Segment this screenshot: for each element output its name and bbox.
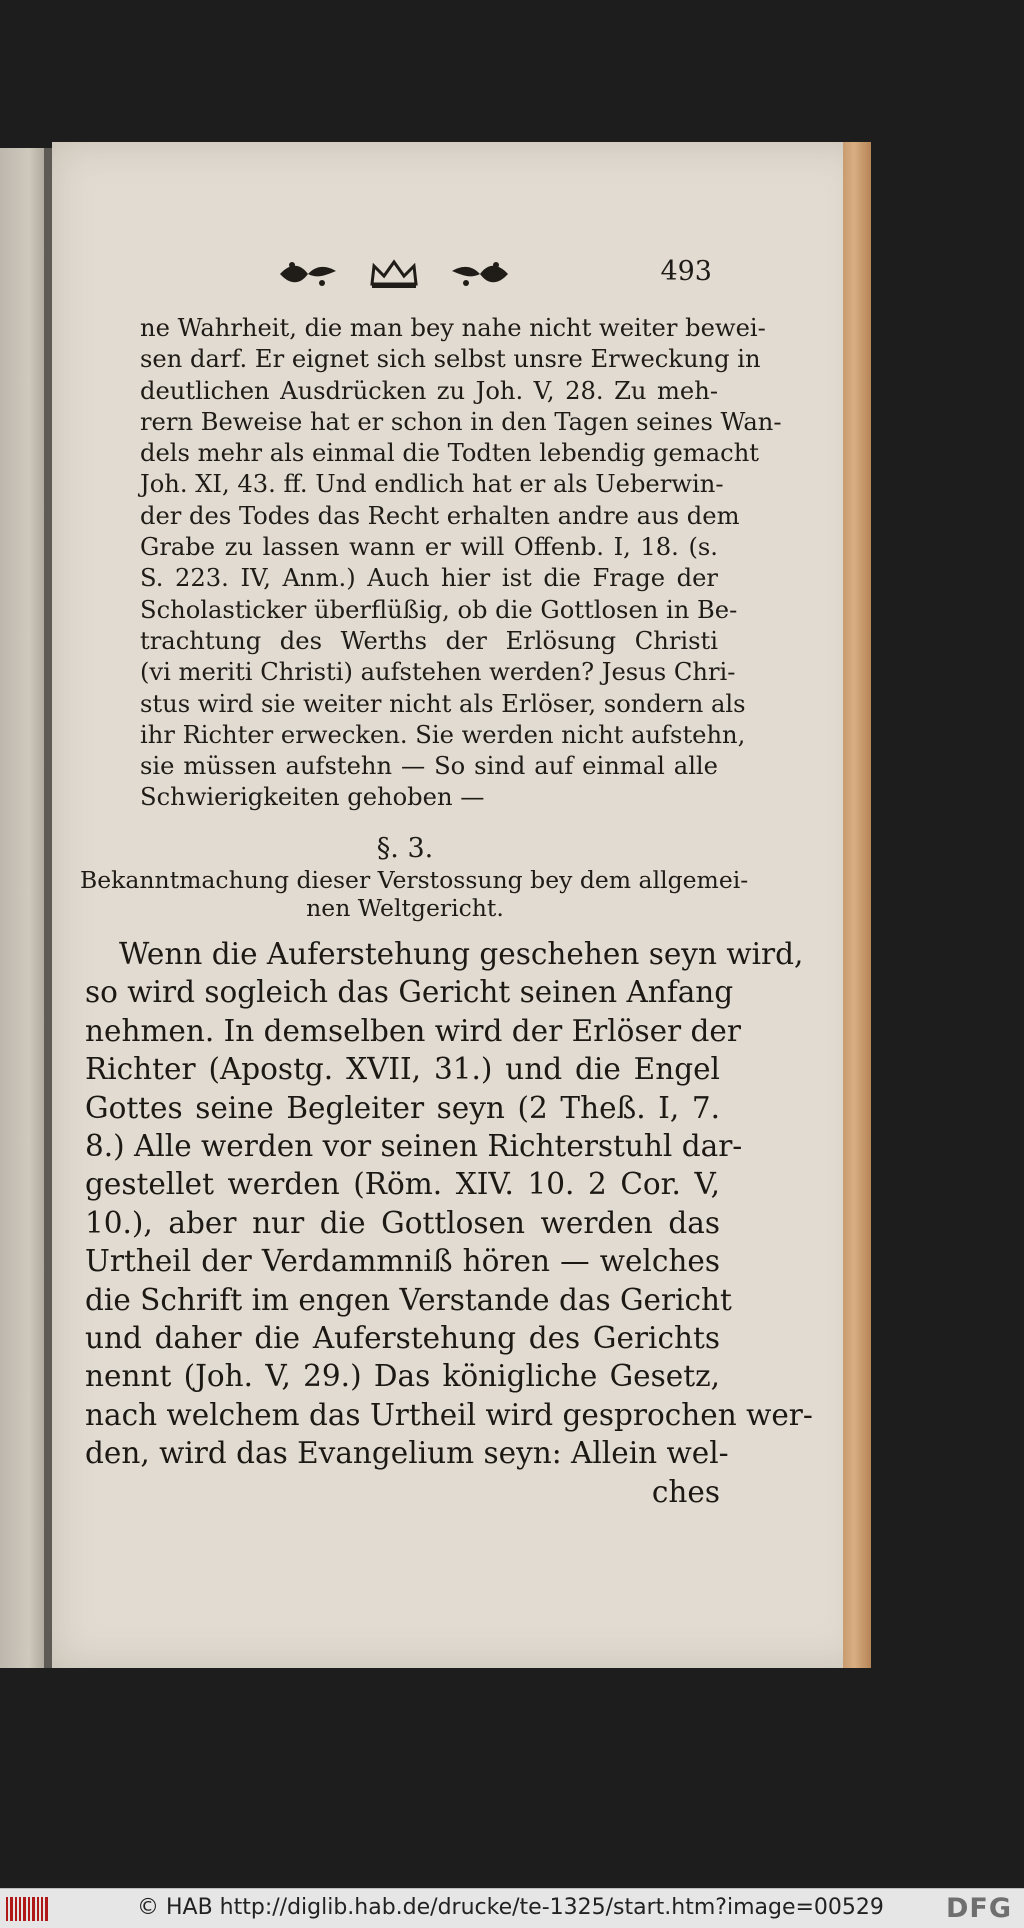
text-line: Joh. XI, 43. ff. Und endlich hat er als Ueberwin-: [140, 470, 724, 499]
text-line: Gottes seine Begleiter seyn (2 Theß. I, 7.: [85, 1090, 720, 1125]
text-line: Richter (Apostg. XVII, 31.) und die Engel: [85, 1052, 720, 1087]
text-line: ne Wahrheit, die man bey nahe nicht weiter bewei-: [140, 314, 766, 342]
text-line: S. 223. IV, Anm.) Auch hier ist die Frage der: [140, 564, 718, 593]
text-line: der des Todes das Recht erhalten andre aus dem: [140, 501, 740, 530]
text-line: gestellet werden (Röm. XIV. 10. 2 Cor. V,: [85, 1167, 720, 1202]
section-heading-line: Bekanntmachung dieser Verstossung bey dem allgemei-: [80, 866, 749, 894]
section-heading-block: [80, 832, 749, 922]
text-line: Schwierigkeiten gehoben —: [140, 783, 485, 812]
text-line: nach welchem das Urtheil wird gesprochen wer-: [85, 1397, 813, 1432]
text-line: nennt (Joh. V, 29.) Das königliche Gesetz,: [85, 1359, 720, 1394]
text-line: 8.) Alle werden vor seinen Richterstuhl dar-: [85, 1129, 743, 1164]
text-line: rern Beweise hat er schon in den Tagen seines Wan-: [140, 407, 782, 436]
text-line: Wenn die Auferstehung geschehen seyn wird,: [119, 937, 804, 971]
dfg-logo: DFG: [945, 1893, 1012, 1924]
text-line: sen darf. Er eignet sich selbst unsre Erweckung in: [140, 345, 761, 374]
text-line: nehmen. In demselben wird der Erlöser der: [85, 1013, 741, 1048]
continuation-paragraph: [140, 313, 782, 814]
text-line: trachtung des Werths der Erlösung Christi: [140, 626, 718, 655]
text-line: (vi meriti Christi) aufstehen werden? Jesus Chri-: [140, 658, 736, 687]
text-line: ihr Richter erwecken. Sie werden nicht aufstehn,: [140, 720, 746, 749]
text-line: Urtheil der Verdammniß hören — welches: [85, 1244, 720, 1279]
text-line: Grabe zu lassen wann er will Offenb. I, 18. (s.: [140, 533, 718, 562]
text-line: 10.), aber nur die Gottlosen werden das: [85, 1205, 720, 1240]
text-line: den, wird das Evangelium seyn: Allein wel-: [85, 1436, 729, 1471]
text-line: und daher die Auferstehung des Gerichts: [85, 1321, 720, 1356]
catchword: ches: [651, 1474, 720, 1509]
viewer-footer: [0, 1888, 1024, 1928]
text-line: die Schrift im engen Verstande das Gericht: [85, 1282, 732, 1317]
text-line: stus wird sie weiter nicht als Erlöser, sondern als: [140, 689, 746, 718]
left-leaf-icon: [278, 259, 338, 289]
source-link[interactable]: © HAB http://diglib.hab.de/drucke/te-1325/start.htm?image=00529: [137, 1895, 884, 1920]
text-line: sie müssen aufstehn — So sind auf einmal alle: [140, 752, 718, 781]
previous-page-edge: [0, 148, 48, 1668]
text-line: so wird sogleich das Gericht seinen Anfang: [85, 975, 734, 1010]
section-paragraph: [85, 935, 813, 1511]
right-leaf-icon: [450, 259, 510, 289]
section-heading-line: nen Weltgericht.: [306, 894, 504, 922]
page-number: 493: [660, 256, 712, 287]
page-stack-edge: [843, 142, 871, 1668]
text-line: deutlichen Ausdrücken zu Joh. V, 28. Zu meh-: [140, 376, 718, 405]
crown-icon: [368, 258, 420, 290]
barcode-icon: [6, 1897, 48, 1921]
text-line: dels mehr als einmal die Todten lebendig gemacht: [140, 439, 760, 468]
text-line: Scholasticker überflüßig, ob die Gottlosen in Be-: [140, 595, 738, 624]
section-number: §. 3.: [376, 833, 434, 864]
floral-ornament-icon: [278, 256, 510, 292]
